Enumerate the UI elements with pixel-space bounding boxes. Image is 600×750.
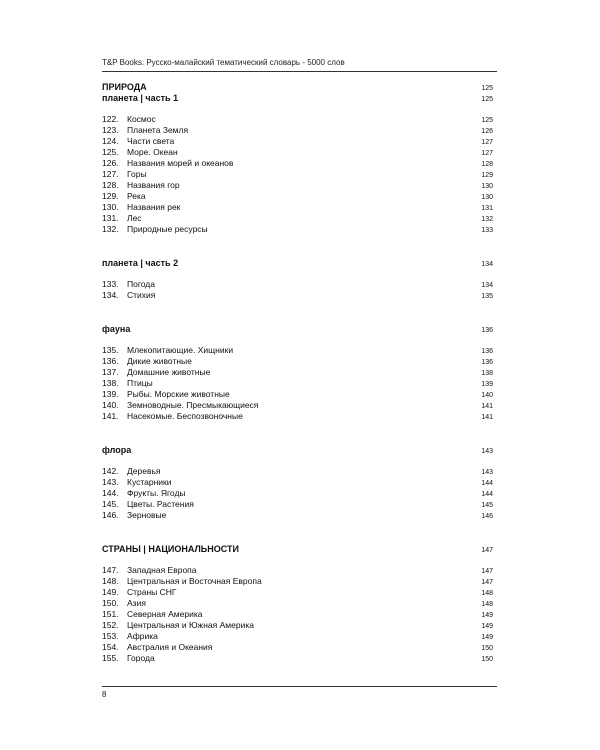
page-number: 8 <box>102 690 107 699</box>
entry-page: 143 <box>481 469 493 476</box>
entry-number: 151. <box>102 609 119 619</box>
toc-entry <box>102 345 493 356</box>
entry-number: 143. <box>102 477 119 487</box>
entry-label: Погода <box>127 279 155 289</box>
toc-entry <box>102 191 493 202</box>
entry-label: Фрукты. Ягоды <box>127 488 186 498</box>
toc-entry <box>102 631 493 642</box>
toc-entry <box>102 202 493 213</box>
entry-page: 132 <box>481 216 493 223</box>
entry-label: Земноводные. Пресмыкающиеся <box>127 400 259 410</box>
toc-entry <box>102 499 493 510</box>
entry-number: 144. <box>102 488 119 498</box>
toc-entry <box>102 411 493 422</box>
entry-page: 127 <box>481 139 493 146</box>
toc-section <box>102 445 493 521</box>
entry-page: 147 <box>481 579 493 586</box>
entry-page: 130 <box>481 183 493 190</box>
entry-label: Горы <box>127 169 147 179</box>
toc-entry <box>102 356 493 367</box>
entry-number: 147. <box>102 565 119 575</box>
toc-entry <box>102 653 493 664</box>
entry-label: Планета Земля <box>127 125 189 135</box>
entry-label: Цветы. Растения <box>127 499 194 509</box>
section-heading-page: 143 <box>481 448 493 455</box>
toc-entry <box>102 400 493 411</box>
entry-number: 139. <box>102 389 119 399</box>
entry-number: 125. <box>102 147 119 157</box>
entry-page: 139 <box>481 381 493 388</box>
toc-entry <box>102 279 493 290</box>
entry-label: Река <box>127 191 146 201</box>
section-heading <box>102 82 493 93</box>
toc-entry <box>102 180 493 191</box>
entry-number: 140. <box>102 400 119 410</box>
entry-page: 136 <box>481 359 493 366</box>
entry-number: 152. <box>102 620 119 630</box>
entry-label: Страны СНГ <box>127 587 177 597</box>
section-heading-text: флора <box>102 445 132 455</box>
entry-page: 141 <box>481 414 493 421</box>
entry-label: Деревья <box>127 466 161 476</box>
toc-entry <box>102 169 493 180</box>
entry-page: 128 <box>481 161 493 168</box>
entry-number: 129. <box>102 191 119 201</box>
entry-page: 126 <box>481 128 493 135</box>
entry-number: 127. <box>102 169 119 179</box>
section-heading <box>102 544 493 555</box>
toc-entry <box>102 389 493 400</box>
entry-label: Кустарники <box>127 477 172 487</box>
entry-page: 138 <box>481 370 493 377</box>
footer-rule <box>102 686 497 687</box>
section-heading-text: СТРАНЫ | НАЦИОНАЛЬНОСТИ <box>102 544 239 554</box>
entry-page: 146 <box>481 513 493 520</box>
entry-page: 150 <box>481 645 493 652</box>
section-heading-text: ПРИРОДА <box>102 82 147 92</box>
entry-label: Западная Европа <box>127 565 197 575</box>
entry-page: 149 <box>481 623 493 630</box>
entry-number: 142. <box>102 466 119 476</box>
entry-number: 126. <box>102 158 119 168</box>
entry-number: 130. <box>102 202 119 212</box>
entry-page: 133 <box>481 227 493 234</box>
entry-page: 131 <box>481 205 493 212</box>
table-of-contents <box>102 82 493 687</box>
toc-section <box>102 82 493 235</box>
entry-label: Птицы <box>127 378 153 388</box>
entry-label: Азия <box>127 598 146 608</box>
entry-number: 122. <box>102 114 119 124</box>
subsection-heading <box>102 93 493 104</box>
entry-page: 134 <box>481 282 493 289</box>
entry-label: Названия морей и океанов <box>127 158 234 168</box>
toc-entry <box>102 587 493 598</box>
entry-label: Части света <box>127 136 175 146</box>
entry-number: 133. <box>102 279 119 289</box>
entry-number: 135. <box>102 345 119 355</box>
entry-page: 149 <box>481 634 493 641</box>
toc-entry <box>102 565 493 576</box>
toc-entry <box>102 114 493 125</box>
toc-entry <box>102 125 493 136</box>
entry-number: 128. <box>102 180 119 190</box>
entry-page: 150 <box>481 656 493 663</box>
toc-entry <box>102 136 493 147</box>
entry-number: 132. <box>102 224 119 234</box>
toc-section <box>102 258 493 301</box>
entry-number: 149. <box>102 587 119 597</box>
toc-entry <box>102 642 493 653</box>
entry-number: 154. <box>102 642 119 652</box>
entry-label: Центральная и Южная Америка <box>127 620 254 630</box>
subsection-heading-text: планета | часть 1 <box>102 93 179 103</box>
toc-entry <box>102 147 493 158</box>
section-heading-page: 125 <box>481 85 493 92</box>
section-heading-page: 134 <box>481 261 493 268</box>
section-heading <box>102 324 493 335</box>
toc-entry <box>102 224 493 235</box>
entry-label: Африка <box>127 631 158 641</box>
toc-entry <box>102 598 493 609</box>
entry-label: Австралия и Океания <box>127 642 213 652</box>
toc-entry <box>102 378 493 389</box>
entry-page: 144 <box>481 491 493 498</box>
entry-number: 141. <box>102 411 119 421</box>
header-rule <box>102 71 497 72</box>
toc-entry <box>102 213 493 224</box>
toc-entry <box>102 477 493 488</box>
entry-label: Природные ресурсы <box>127 224 208 234</box>
entry-label: Названия гор <box>127 180 180 190</box>
toc-entry <box>102 576 493 587</box>
entry-number: 155. <box>102 653 119 663</box>
entry-page: 144 <box>481 480 493 487</box>
entry-page: 130 <box>481 194 493 201</box>
entry-page: 141 <box>481 403 493 410</box>
toc-entry <box>102 488 493 499</box>
entry-page: 136 <box>481 348 493 355</box>
entry-label: Зерновые <box>127 510 167 520</box>
entry-number: 123. <box>102 125 119 135</box>
subsection-heading-page: 125 <box>481 96 493 103</box>
entry-label: Северная Америка <box>127 609 203 619</box>
entry-number: 131. <box>102 213 119 223</box>
entry-label: Насекомые. Беспозвоночные <box>127 411 243 421</box>
entry-label: Города <box>127 653 155 663</box>
entry-page: 127 <box>481 150 493 157</box>
toc-entry <box>102 609 493 620</box>
toc-section <box>102 544 493 664</box>
entry-page: 129 <box>481 172 493 179</box>
section-heading <box>102 445 493 456</box>
entry-number: 153. <box>102 631 119 641</box>
section-heading-page: 147 <box>481 547 493 554</box>
toc-entry <box>102 367 493 378</box>
toc-entry <box>102 466 493 477</box>
entry-page: 147 <box>481 568 493 575</box>
entry-number: 134. <box>102 290 119 300</box>
entry-label: Море. Океан <box>127 147 178 157</box>
entry-label: Лес <box>127 213 142 223</box>
section-heading-text: фауна <box>102 324 131 334</box>
entry-label: Дикие животные <box>127 356 192 366</box>
toc-entry <box>102 290 493 301</box>
entry-label: Названия рек <box>127 202 181 212</box>
entry-page: 140 <box>481 392 493 399</box>
entry-label: Домашние животные <box>127 367 211 377</box>
entry-number: 150. <box>102 598 119 608</box>
entry-label: Центральная и Восточная Европа <box>127 576 262 586</box>
entry-label: Стихия <box>127 290 156 300</box>
entry-page: 149 <box>481 612 493 619</box>
entry-page: 148 <box>481 590 493 597</box>
toc-entry <box>102 510 493 521</box>
entry-page: 145 <box>481 502 493 509</box>
section-heading <box>102 258 493 269</box>
entry-page: 148 <box>481 601 493 608</box>
entry-number: 145. <box>102 499 119 509</box>
entry-number: 136. <box>102 356 119 366</box>
entry-number: 138. <box>102 378 119 388</box>
entry-number: 124. <box>102 136 119 146</box>
toc-entry <box>102 158 493 169</box>
entry-label: Млекопитающие. Хищники <box>127 345 234 355</box>
entry-number: 146. <box>102 510 119 520</box>
entry-number: 148. <box>102 576 119 586</box>
toc-entry <box>102 620 493 631</box>
entry-label: Рыбы. Морские животные <box>127 389 230 399</box>
entry-number: 137. <box>102 367 119 377</box>
section-heading-page: 136 <box>481 327 493 334</box>
entry-label: Космос <box>127 114 156 124</box>
toc-section <box>102 324 493 422</box>
entry-page: 135 <box>481 293 493 300</box>
running-header: T&P Books. Русско-малайский тематический словарь - 5000 слов <box>102 58 345 67</box>
entry-page: 125 <box>481 117 493 124</box>
section-heading-text: планета | часть 2 <box>102 258 179 268</box>
